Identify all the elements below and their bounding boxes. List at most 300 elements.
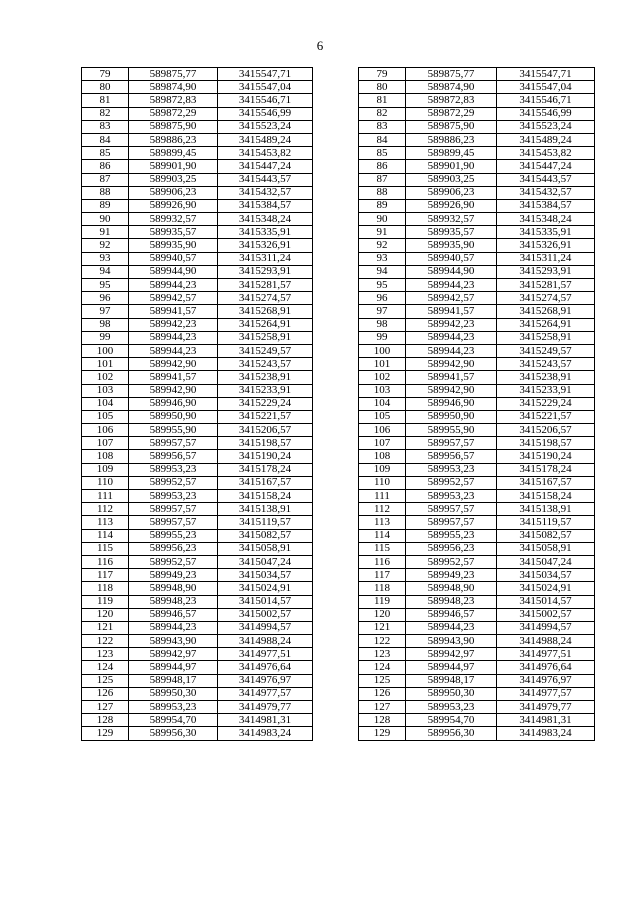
x-coordinate-cell: 589949,23 [129, 569, 218, 582]
x-coordinate-cell: 589950,90 [129, 410, 218, 423]
table-row [359, 107, 595, 120]
table-row [82, 358, 313, 371]
y-coordinate-cell: 3415453,82 [497, 147, 595, 160]
table-row [359, 133, 595, 146]
x-coordinate-cell: 589941,57 [129, 305, 218, 318]
table-row [359, 239, 595, 252]
x-coordinate-cell: 589872,29 [129, 107, 218, 120]
x-coordinate-cell: 589948,90 [129, 582, 218, 595]
x-coordinate-cell: 589952,57 [129, 555, 218, 568]
point-number-cell: 89 [359, 199, 406, 212]
x-coordinate-cell: 589954,70 [129, 714, 218, 727]
x-coordinate-cell: 589948,23 [406, 595, 497, 608]
table-row [82, 318, 313, 331]
y-coordinate-cell: 3415198,57 [218, 437, 313, 450]
y-coordinate-cell: 3415238,91 [497, 371, 595, 384]
y-coordinate-cell: 3415293,91 [218, 265, 313, 278]
point-number-cell: 112 [82, 503, 129, 516]
x-coordinate-cell: 589950,30 [129, 687, 218, 700]
point-number-cell: 129 [82, 727, 129, 740]
table-row [359, 358, 595, 371]
y-coordinate-cell: 3415024,91 [218, 582, 313, 595]
point-number-cell: 119 [82, 595, 129, 608]
y-coordinate-cell: 3415546,99 [218, 107, 313, 120]
point-number-cell: 107 [359, 437, 406, 450]
y-coordinate-cell: 3415082,57 [218, 529, 313, 542]
table-row [82, 397, 313, 410]
point-number-cell: 82 [82, 107, 129, 120]
y-coordinate-cell: 3415523,24 [497, 120, 595, 133]
table-row [82, 120, 313, 133]
y-coordinate-cell: 3414994,57 [497, 621, 595, 634]
y-coordinate-cell: 3415167,57 [218, 476, 313, 489]
point-number-cell: 92 [82, 239, 129, 252]
y-coordinate-cell: 3415447,24 [218, 160, 313, 173]
x-coordinate-cell: 589874,90 [129, 81, 218, 94]
x-coordinate-cell: 589875,77 [406, 68, 497, 81]
table-row [359, 292, 595, 305]
point-number-cell: 93 [359, 252, 406, 265]
y-coordinate-cell: 3414979,77 [218, 701, 313, 714]
table-row [82, 94, 313, 107]
point-number-cell: 126 [82, 687, 129, 700]
y-coordinate-cell: 3415178,24 [497, 463, 595, 476]
point-number-cell: 97 [82, 305, 129, 318]
x-coordinate-cell: 589957,57 [406, 437, 497, 450]
table-row [359, 503, 595, 516]
y-coordinate-cell: 3415443,57 [497, 173, 595, 186]
y-coordinate-cell: 3415274,57 [218, 292, 313, 305]
table-row [82, 239, 313, 252]
x-coordinate-cell: 589956,23 [129, 542, 218, 555]
y-coordinate-cell: 3415326,91 [497, 239, 595, 252]
x-coordinate-cell: 589906,23 [406, 186, 497, 199]
point-number-cell: 79 [82, 68, 129, 81]
point-number-cell: 128 [359, 714, 406, 727]
point-number-cell: 102 [359, 371, 406, 384]
table-row [82, 331, 313, 344]
table-row [359, 701, 595, 714]
table-row [82, 344, 313, 357]
x-coordinate-cell: 589932,57 [406, 213, 497, 226]
y-coordinate-cell: 3415268,91 [497, 305, 595, 318]
x-coordinate-cell: 589956,30 [129, 727, 218, 740]
y-coordinate-cell: 3415024,91 [497, 582, 595, 595]
x-coordinate-cell: 589872,83 [406, 94, 497, 107]
x-coordinate-cell: 589952,57 [406, 555, 497, 568]
point-number-cell: 83 [82, 120, 129, 133]
point-number-cell: 110 [82, 476, 129, 489]
y-coordinate-cell: 3415547,04 [497, 81, 595, 94]
table-row [359, 687, 595, 700]
point-number-cell: 104 [82, 397, 129, 410]
table-row [82, 476, 313, 489]
table-row [82, 279, 313, 292]
y-coordinate-cell: 3415238,91 [218, 371, 313, 384]
x-coordinate-cell: 589957,57 [406, 516, 497, 529]
x-coordinate-cell: 589953,23 [406, 701, 497, 714]
x-coordinate-cell: 589903,25 [129, 173, 218, 186]
x-coordinate-cell: 589944,23 [406, 344, 497, 357]
table-row [359, 450, 595, 463]
y-coordinate-cell: 3415348,24 [497, 213, 595, 226]
y-coordinate-cell: 3414976,97 [497, 674, 595, 687]
point-number-cell: 113 [359, 516, 406, 529]
table-row [359, 476, 595, 489]
point-number-cell: 111 [82, 490, 129, 503]
point-number-cell: 88 [359, 186, 406, 199]
x-coordinate-cell: 589950,30 [406, 687, 497, 700]
point-number-cell: 124 [82, 661, 129, 674]
y-coordinate-cell: 3415384,57 [218, 199, 313, 212]
x-coordinate-cell: 589953,23 [406, 490, 497, 503]
table-row [82, 160, 313, 173]
y-coordinate-cell: 3415198,57 [497, 437, 595, 450]
point-number-cell: 109 [82, 463, 129, 476]
point-number-cell: 107 [82, 437, 129, 450]
y-coordinate-cell: 3415221,57 [497, 410, 595, 423]
point-number-cell: 111 [359, 490, 406, 503]
x-coordinate-cell: 589944,97 [129, 661, 218, 674]
table-row [359, 371, 595, 384]
table-row [359, 160, 595, 173]
point-number-cell: 120 [359, 608, 406, 621]
y-coordinate-cell: 3415547,71 [218, 68, 313, 81]
y-coordinate-cell: 3415335,91 [497, 226, 595, 239]
x-coordinate-cell: 589946,90 [406, 397, 497, 410]
x-coordinate-cell: 589942,90 [129, 358, 218, 371]
y-coordinate-cell: 3415348,24 [218, 213, 313, 226]
table-row [359, 213, 595, 226]
x-coordinate-cell: 589941,57 [406, 371, 497, 384]
x-coordinate-cell: 589944,90 [406, 265, 497, 278]
table-row [82, 582, 313, 595]
x-coordinate-cell: 589941,57 [129, 371, 218, 384]
table-row [359, 279, 595, 292]
table-row [82, 186, 313, 199]
y-coordinate-cell: 3415138,91 [218, 503, 313, 516]
x-coordinate-cell: 589901,90 [129, 160, 218, 173]
y-coordinate-cell: 3414988,24 [497, 635, 595, 648]
x-coordinate-cell: 589942,23 [406, 318, 497, 331]
point-number-cell: 109 [359, 463, 406, 476]
table-row [359, 384, 595, 397]
point-number-cell: 118 [82, 582, 129, 595]
point-number-cell: 105 [359, 410, 406, 423]
table-row [82, 437, 313, 450]
y-coordinate-cell: 3415264,91 [497, 318, 595, 331]
x-coordinate-cell: 589956,23 [406, 542, 497, 555]
x-coordinate-cell: 589948,17 [406, 674, 497, 687]
x-coordinate-cell: 589942,97 [129, 648, 218, 661]
table-row [82, 173, 313, 186]
x-coordinate-cell: 589875,90 [406, 120, 497, 133]
y-coordinate-cell: 3414981,31 [218, 714, 313, 727]
point-number-cell: 92 [359, 239, 406, 252]
y-coordinate-cell: 3415058,91 [218, 542, 313, 555]
y-coordinate-cell: 3415264,91 [218, 318, 313, 331]
table-row [359, 186, 595, 199]
y-coordinate-cell: 3415158,24 [218, 490, 313, 503]
x-coordinate-cell: 589940,57 [406, 252, 497, 265]
table-row [359, 199, 595, 212]
y-coordinate-cell: 3415432,57 [218, 186, 313, 199]
point-number-cell: 123 [82, 648, 129, 661]
y-coordinate-cell: 3414977,57 [497, 687, 595, 700]
y-coordinate-cell: 3415190,24 [218, 450, 313, 463]
y-coordinate-cell: 3415258,91 [218, 331, 313, 344]
x-coordinate-cell: 589872,29 [406, 107, 497, 120]
point-number-cell: 112 [359, 503, 406, 516]
point-number-cell: 96 [359, 292, 406, 305]
table-row [359, 516, 595, 529]
x-coordinate-cell: 589944,90 [129, 265, 218, 278]
table-row [82, 569, 313, 582]
table-row [82, 727, 313, 740]
y-coordinate-cell: 3415249,57 [218, 344, 313, 357]
point-number-cell: 103 [82, 384, 129, 397]
x-coordinate-cell: 589952,57 [406, 476, 497, 489]
table-row [359, 410, 595, 423]
point-number-cell: 125 [82, 674, 129, 687]
x-coordinate-cell: 589906,23 [129, 186, 218, 199]
x-coordinate-cell: 589875,77 [129, 68, 218, 81]
x-coordinate-cell: 589943,90 [129, 635, 218, 648]
x-coordinate-cell: 589935,57 [129, 226, 218, 239]
y-coordinate-cell: 3415258,91 [497, 331, 595, 344]
table-row [82, 621, 313, 634]
point-number-cell: 103 [359, 384, 406, 397]
y-coordinate-cell: 3415546,71 [497, 94, 595, 107]
y-coordinate-cell: 3415432,57 [497, 186, 595, 199]
y-coordinate-cell: 3414977,51 [218, 648, 313, 661]
table-row [359, 305, 595, 318]
table-row [82, 490, 313, 503]
table-row [359, 648, 595, 661]
y-coordinate-cell: 3415158,24 [497, 490, 595, 503]
y-coordinate-cell: 3415233,91 [497, 384, 595, 397]
table-row [359, 635, 595, 648]
point-number-cell: 84 [359, 133, 406, 146]
table-row [82, 463, 313, 476]
point-number-cell: 125 [359, 674, 406, 687]
y-coordinate-cell: 3415138,91 [497, 503, 595, 516]
table-row [82, 107, 313, 120]
point-number-cell: 127 [359, 701, 406, 714]
x-coordinate-cell: 589953,23 [406, 463, 497, 476]
point-number-cell: 114 [82, 529, 129, 542]
y-coordinate-cell: 3415178,24 [218, 463, 313, 476]
table-row [359, 226, 595, 239]
x-coordinate-cell: 589956,30 [406, 727, 497, 740]
table-row [359, 529, 595, 542]
point-number-cell: 85 [82, 147, 129, 160]
point-number-cell: 86 [359, 160, 406, 173]
x-coordinate-cell: 589953,23 [129, 490, 218, 503]
y-coordinate-cell: 3415268,91 [218, 305, 313, 318]
point-number-cell: 79 [359, 68, 406, 81]
y-coordinate-cell: 3415047,24 [218, 555, 313, 568]
table-row [359, 714, 595, 727]
y-coordinate-cell: 3414988,24 [218, 635, 313, 648]
x-coordinate-cell: 589886,23 [406, 133, 497, 146]
x-coordinate-cell: 589953,23 [129, 463, 218, 476]
y-coordinate-cell: 3414977,51 [497, 648, 595, 661]
table-row [82, 213, 313, 226]
x-coordinate-cell: 589944,23 [406, 621, 497, 634]
table-row [359, 265, 595, 278]
table-row [82, 635, 313, 648]
table-row [82, 265, 313, 278]
point-number-cell: 87 [82, 173, 129, 186]
table-row [82, 516, 313, 529]
y-coordinate-cell: 3415233,91 [218, 384, 313, 397]
x-coordinate-cell: 589932,57 [129, 213, 218, 226]
point-number-cell: 124 [359, 661, 406, 674]
y-coordinate-cell: 3414976,64 [218, 661, 313, 674]
table-row [82, 661, 313, 674]
y-coordinate-cell: 3415453,82 [218, 147, 313, 160]
x-coordinate-cell: 589955,90 [406, 424, 497, 437]
point-number-cell: 101 [359, 358, 406, 371]
x-coordinate-cell: 589926,90 [129, 199, 218, 212]
y-coordinate-cell: 3415014,57 [497, 595, 595, 608]
x-coordinate-cell: 589899,45 [129, 147, 218, 160]
table-row [359, 595, 595, 608]
table-row [82, 81, 313, 94]
table-row [82, 305, 313, 318]
y-coordinate-cell: 3414994,57 [218, 621, 313, 634]
point-number-cell: 97 [359, 305, 406, 318]
table-row [82, 714, 313, 727]
y-coordinate-cell: 3415335,91 [218, 226, 313, 239]
point-number-cell: 128 [82, 714, 129, 727]
y-coordinate-cell: 3414977,57 [218, 687, 313, 700]
point-number-cell: 113 [82, 516, 129, 529]
y-coordinate-cell: 3415119,57 [497, 516, 595, 529]
x-coordinate-cell: 589944,23 [406, 331, 497, 344]
point-number-cell: 80 [82, 81, 129, 94]
point-number-cell: 81 [82, 94, 129, 107]
y-coordinate-cell: 3414981,31 [497, 714, 595, 727]
y-coordinate-cell: 3415206,57 [497, 424, 595, 437]
x-coordinate-cell: 589957,57 [129, 503, 218, 516]
y-coordinate-cell: 3415206,57 [218, 424, 313, 437]
table-row [359, 490, 595, 503]
x-coordinate-cell: 589926,90 [406, 199, 497, 212]
x-coordinate-cell: 589946,90 [129, 397, 218, 410]
point-number-cell: 89 [82, 199, 129, 212]
y-coordinate-cell: 3415014,57 [218, 595, 313, 608]
y-coordinate-cell: 3415547,04 [218, 81, 313, 94]
point-number-cell: 122 [359, 635, 406, 648]
table-row [82, 450, 313, 463]
y-coordinate-cell: 3415489,24 [218, 133, 313, 146]
table-row [359, 81, 595, 94]
x-coordinate-cell: 589941,57 [406, 305, 497, 318]
x-coordinate-cell: 589944,23 [129, 331, 218, 344]
point-number-cell: 120 [82, 608, 129, 621]
x-coordinate-cell: 589950,90 [406, 410, 497, 423]
y-coordinate-cell: 3415547,71 [497, 68, 595, 81]
x-coordinate-cell: 589944,97 [406, 661, 497, 674]
point-number-cell: 90 [359, 213, 406, 226]
x-coordinate-cell: 589955,23 [129, 529, 218, 542]
y-coordinate-cell: 3415221,57 [218, 410, 313, 423]
point-number-cell: 84 [82, 133, 129, 146]
x-coordinate-cell: 589901,90 [406, 160, 497, 173]
x-coordinate-cell: 589935,90 [129, 239, 218, 252]
table-row [359, 397, 595, 410]
x-coordinate-cell: 589955,23 [406, 529, 497, 542]
table-row [82, 595, 313, 608]
y-coordinate-cell: 3415058,91 [497, 542, 595, 555]
x-coordinate-cell: 589940,57 [129, 252, 218, 265]
table-row [82, 133, 313, 146]
x-coordinate-cell: 589946,57 [129, 608, 218, 621]
table-body [359, 68, 595, 741]
point-number-cell: 104 [359, 397, 406, 410]
y-coordinate-cell: 3415002,57 [497, 608, 595, 621]
x-coordinate-cell: 589942,57 [129, 292, 218, 305]
table-row [359, 68, 595, 81]
point-number-cell: 122 [82, 635, 129, 648]
table-row [359, 727, 595, 740]
table-row [359, 318, 595, 331]
table-row [359, 173, 595, 186]
table-row [82, 292, 313, 305]
point-number-cell: 90 [82, 213, 129, 226]
y-coordinate-cell: 3415229,24 [218, 397, 313, 410]
table-row [82, 608, 313, 621]
y-coordinate-cell: 3415326,91 [218, 239, 313, 252]
point-number-cell: 121 [359, 621, 406, 634]
x-coordinate-cell: 589935,57 [406, 226, 497, 239]
table-row [82, 529, 313, 542]
y-coordinate-cell: 3415281,57 [218, 279, 313, 292]
y-coordinate-cell: 3415447,24 [497, 160, 595, 173]
table-row [82, 424, 313, 437]
point-number-cell: 86 [82, 160, 129, 173]
x-coordinate-cell: 589944,23 [129, 344, 218, 357]
table-row [359, 252, 595, 265]
point-number-cell: 117 [82, 569, 129, 582]
table-row [359, 147, 595, 160]
x-coordinate-cell: 589886,23 [129, 133, 218, 146]
x-coordinate-cell: 589948,90 [406, 582, 497, 595]
table-row [82, 147, 313, 160]
page-number: 6 [316, 38, 324, 53]
y-coordinate-cell: 3415082,57 [497, 529, 595, 542]
point-number-cell: 98 [359, 318, 406, 331]
x-coordinate-cell: 589903,25 [406, 173, 497, 186]
y-coordinate-cell: 3415229,24 [497, 397, 595, 410]
table-row [82, 687, 313, 700]
x-coordinate-cell: 589956,57 [129, 450, 218, 463]
x-coordinate-cell: 589944,23 [129, 279, 218, 292]
y-coordinate-cell: 3415311,24 [497, 252, 595, 265]
table-row [359, 661, 595, 674]
point-number-cell: 95 [82, 279, 129, 292]
x-coordinate-cell: 589954,70 [406, 714, 497, 727]
point-number-cell: 98 [82, 318, 129, 331]
x-coordinate-cell: 589942,90 [406, 384, 497, 397]
point-number-cell: 95 [359, 279, 406, 292]
point-number-cell: 100 [82, 344, 129, 357]
point-number-cell: 129 [359, 727, 406, 740]
table-row [359, 674, 595, 687]
point-number-cell: 114 [359, 529, 406, 542]
